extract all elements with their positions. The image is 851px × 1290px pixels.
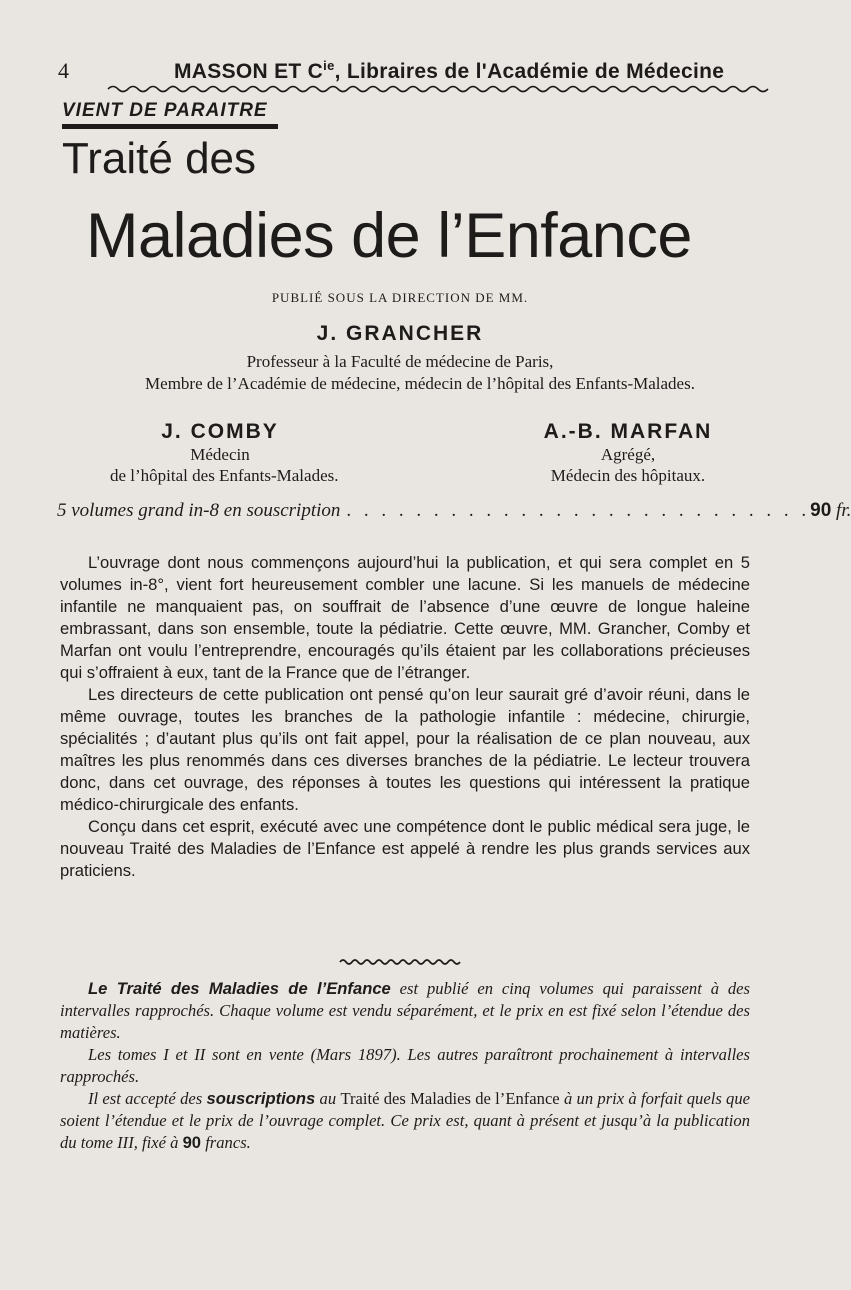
director-title-2: Membre de l’Académie de médecine, médecin de l’hôpital des Enfants-Malades. [145,374,695,393]
body-paragraph: Conçu dans cet esprit, exécuté avec une compétence dont le public médical sera juge, le nouveau Traité des Maladies de l’Enfance est appelé à rendre les plus grands services aux praticiens. [60,817,750,880]
collaborator-title: Médecin des hôpitaux. [550,466,706,485]
collaborator-title: Agrégé, [600,445,656,464]
banner-vient-de-paraitre: VIENT DE PARAITRE [62,100,268,121]
banner-underline [62,124,278,129]
price-leader-dots: . . . . . . . . . . . . . . . . . . . . . . . . . . . [346,500,811,521]
collaborator-title: Médecin [190,445,250,464]
director-name: J. GRANCHER [316,322,484,345]
header-wavy-rule [108,84,778,94]
publication-direction: PUBLIÉ SOUS LA DIRECTION DE MM. [271,290,529,305]
collaborator-marfan [478,420,778,486]
description-body [60,552,750,882]
notice-paragraph: Les tomes I et II sont en vente (Mars 1897). Les autres paraîtront prochainement à intervalles rapprochés. [60,1045,750,1086]
collaborator-name: J. COMBY [161,420,279,443]
notice-paragraph: Le Traité des Maladies de l’Enfance est publié en cinq volumes qui paraissent à des intervalles rapprochés. Chaque volume est vendu séparément, et le prix en est fixé selon l’étendue des matières. [60,979,750,1042]
publisher-line: MASSON ET $C^{ie}$, Libraires de l'Académie de Médecine [174,58,725,83]
notice-paragraph: Il est accepté des souscriptions au Traité des Maladies de l’Enfance à un prix à forfait quels que soient l’étendue et le prix de l’ouvrage complet. Ce prix est, quant à présent et jusqu’à la publication du tome III, fixé à 90 francs. [60,1089,751,1152]
title-line-1: Traité des [62,134,257,183]
price-value: 90 fr. [810,500,851,521]
title-line-2: Maladies de l’Enfance [86,201,692,271]
body-paragraph: Les directeurs de cette publication ont pensé qu’on leur saurait gré d’avoir réuni, dans le même ouvrage, toutes les branches de la pathologie infantile : médecine, chirurgie, spécialités ; d’autant plus qu’ils ont fait appel, pour la réalisation de ce plan nouveau, aux maîtres les plus renommés dans ces diverses branches de la pédiatrie. Le lecteur trouvera donc, dans cet ouvrage, des réponses à toutes les questions qui intéressent la pratique médico-chirurgicale des enfants. [60,685,750,814]
collaborator-name: A.-B. MARFAN [543,420,713,443]
body-paragraph: L’ouvrage dont nous commençons aujourd’hui la publication, et qui sera complet en 5 volumes in-8°, vient fort heureusement combler une lacune. Si les manuels de médecine infantile ne manquaient pas, on souffrait de l’absence d’une œuvre de longue haleine embrassant, dans son ensemble, toute la pédiatrie. Cette œuvre, MM. Grancher, Comby et Marfan ont voulu l’entreprendre, encouragés qu’ils étaient par les collaborations précieuses qui s’offraient à eux, tant de la France que de l’étranger. [60,553,750,682]
director-title-1: Professeur à la Faculté de médecine de Paris, [246,352,554,371]
wavy-ornament [340,958,460,966]
price-line [57,500,851,522]
subscription-notice [60,978,750,1154]
collaborator-comby [110,420,339,486]
collaborator-title: de l’hôpital des Enfants-Malades. [110,466,339,485]
page-number: 4 [58,58,69,83]
price-label: 5 volumes grand in-8 en souscription [57,500,341,521]
